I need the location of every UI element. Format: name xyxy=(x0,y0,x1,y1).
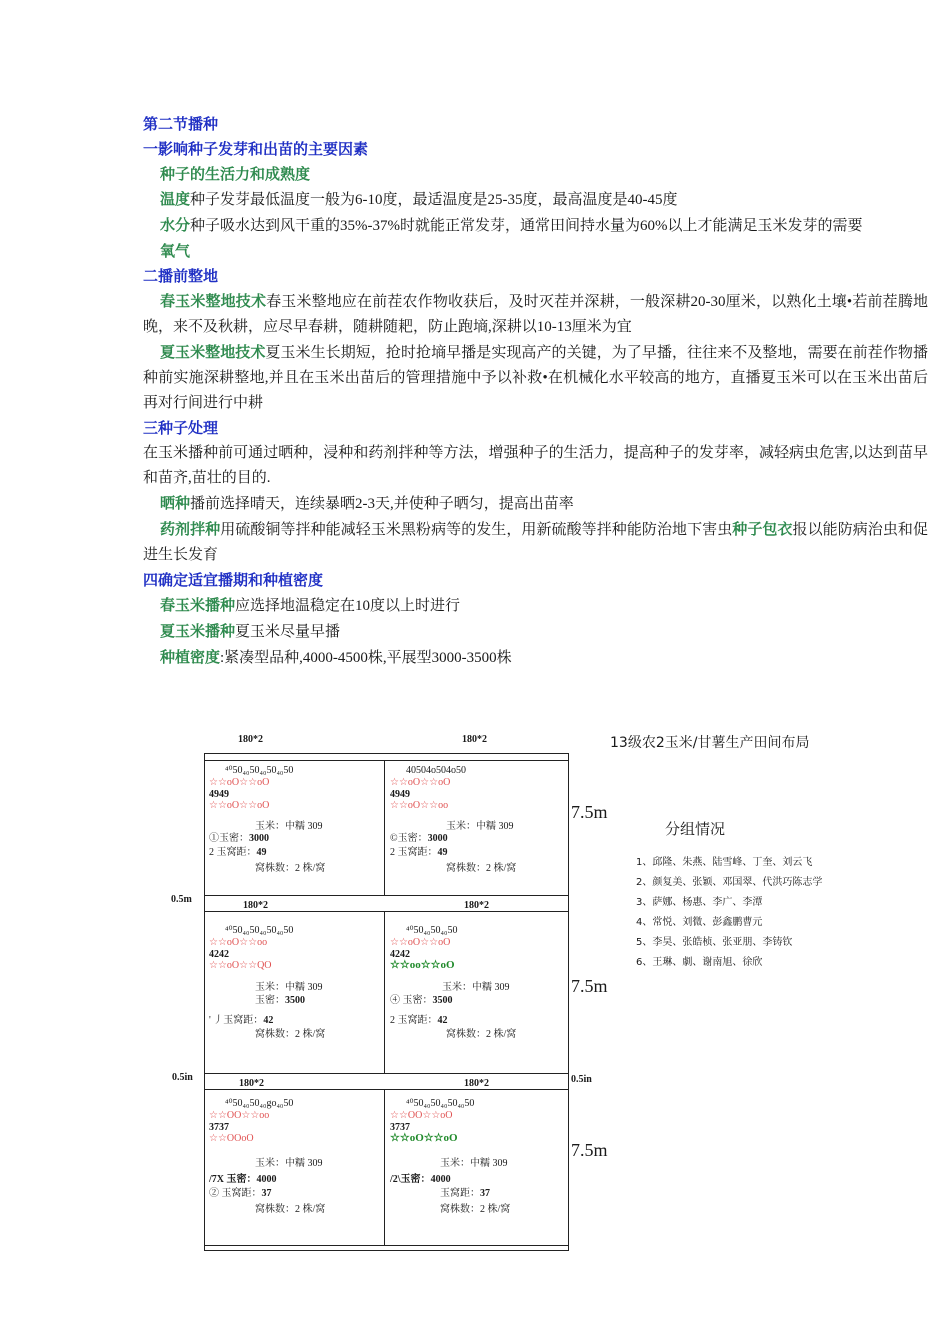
group-item: 3、萨娜、杨惠、李广、李潭 xyxy=(636,897,763,908)
plot-number: 4242 xyxy=(390,949,410,960)
plot-density-value: 4000 xyxy=(430,1174,451,1185)
group-item: 1、邱隆、朱燕、陆雪峰、丁奎、刘云飞 xyxy=(636,857,813,868)
grid-line xyxy=(204,1250,569,1251)
group-title: 分组情况 xyxy=(665,820,726,838)
grid-line xyxy=(204,753,569,754)
plot-plants-per-hole: 窝株数：2 株/窝 xyxy=(255,1204,326,1215)
label-seed-coat: 种子包衣 xyxy=(732,520,793,538)
plot-corn-variety: 玉米：中糯 309 xyxy=(255,1158,323,1169)
plot-number: 3737 xyxy=(390,1122,410,1133)
para-chemical xyxy=(143,517,928,568)
text-water: 种子吸水达到风干重的35%-37%时就能正常发芽，通常田间持水量为60%以上才能满足玉米发芽的需要 xyxy=(190,218,863,234)
plot-density-row xyxy=(390,994,453,1007)
plot-distance-label: 2 玉窝距： xyxy=(209,847,257,858)
plot-stars-row: ☆☆oO☆☆oO xyxy=(209,800,270,811)
plot-pattern: ⁴⁰50₄₀50₄₀go₄₀50 xyxy=(225,1098,294,1109)
plot-distance-value: 42 xyxy=(263,1015,274,1026)
label-chemical: 药剂拌种 xyxy=(160,520,221,538)
plot-density-value: 3500 xyxy=(432,995,453,1006)
plot-distance-label: 2 玉窝距： xyxy=(390,1015,438,1026)
dim-length-2: 7.5m xyxy=(571,976,608,996)
plot-distance-value: 49 xyxy=(437,847,448,858)
text-density: :紧凑型品种,4000-4500株,平展型3000-3500株 xyxy=(220,650,512,666)
text-spring-sowing: 应选择地温稳定在10度以上时进行 xyxy=(235,598,461,614)
plot-distance-label: ② 玉窝距： xyxy=(209,1188,262,1199)
plot-distance-row xyxy=(209,846,267,859)
label-summer-tillage: 夏玉米整地技术 xyxy=(160,343,266,361)
grid-line xyxy=(204,1073,569,1074)
para-summer-sowing xyxy=(143,619,928,645)
grid-line xyxy=(204,760,569,761)
grid-line xyxy=(384,760,385,895)
plot-3 xyxy=(209,924,379,1064)
text-section xyxy=(143,112,928,671)
plot-number: 4949 xyxy=(209,789,229,800)
plot-2 xyxy=(390,764,560,892)
dim-length-1: 7.5m xyxy=(571,802,608,822)
section-title: 第二节播种 xyxy=(143,115,219,133)
plot-plants-per-hole: 窝株数：2 株/窝 xyxy=(255,1029,326,1040)
plot-number: 4949 xyxy=(390,789,410,800)
dim-col-mid-right: 180*2 xyxy=(464,900,489,911)
plot-distance-value: 37 xyxy=(261,1188,272,1199)
heading-seed-treatment: 三种子处理 xyxy=(143,419,219,437)
para-spring-tillage xyxy=(143,289,928,340)
heading-sowing: 四确定适宜播期和种植密度 xyxy=(143,571,324,589)
plot-1 xyxy=(209,764,379,892)
plot-number: 3737 xyxy=(209,1122,229,1133)
text-spring-tillage: 春玉米整地应在前茬农作物收获后，及时灭茬并深耕，一般深耕20-30厘米，以熟化土壤•若前茬腾地晚，来不及秋耕，应尽早春耕，随耕随耙，防止跑墒,深耕以10-13厘米为宜 xyxy=(143,294,928,335)
text-summer-sowing: 夏玉米尽量早播 xyxy=(235,624,341,640)
para-seed-intro: 在玉米播种前可通过晒种，浸种和药剂拌种等方法，增强种子的生活力，提高种子的发芽率，减轻病虫危害,以达到苗早和苗齐,苗壮的目的. xyxy=(143,445,928,486)
plot-pattern: ⁴⁰50₄₀50₄₀50₄₀50 xyxy=(225,765,294,776)
grid-line xyxy=(204,895,569,896)
field-layout-diagram xyxy=(0,720,950,1280)
plot-stars-row: ☆☆OOoO xyxy=(209,1133,254,1144)
plot-distance-row xyxy=(390,846,448,859)
para-temperature xyxy=(143,187,928,213)
plot-distance-label: ' 丿玉窝距： xyxy=(209,1015,264,1026)
dim-gap-left-1: 0.5m xyxy=(171,894,192,905)
plot-pattern: ⁴⁰50₄₀50₄₀50₄₀50 xyxy=(406,1098,475,1109)
dim-col-top-right: 180*2 xyxy=(462,734,487,745)
label-density: 种植密度 xyxy=(160,648,221,666)
label-oxygen: 氧气 xyxy=(160,242,191,260)
grid-line xyxy=(384,1089,385,1245)
dim-col-mid-left: 180*2 xyxy=(243,900,268,911)
dim-gap-right-2: 0.5in xyxy=(571,1074,592,1085)
plot-density-row xyxy=(390,832,448,845)
para-density xyxy=(143,645,928,671)
plot-density-label: ①玉密： xyxy=(209,833,249,844)
plot-stars-row: ☆☆oO☆☆oO xyxy=(209,777,270,788)
para-water xyxy=(143,213,928,239)
plot-pattern: ⁴⁰50₄₀50₄₀50₄₀50 xyxy=(225,925,294,936)
para-spring-sowing xyxy=(143,593,928,619)
plot-density-label: ④ 玉密： xyxy=(390,995,433,1006)
plot-stars-row: ☆☆oo☆☆oO xyxy=(390,959,455,971)
plot-corn-variety: 玉米：中糯 309 xyxy=(440,1158,508,1169)
group-list xyxy=(636,853,822,973)
dim-col-bot-left: 180*2 xyxy=(239,1078,264,1089)
plot-plants-per-hole: 窝株数：2 株/窝 xyxy=(446,1029,517,1040)
heading-tillage: 二播前整地 xyxy=(143,267,219,285)
plot-plants-per-hole: 窝株数：2 株/窝 xyxy=(255,863,326,874)
para-sun-drying xyxy=(143,491,928,517)
plot-corn-variety: 玉米：中糯 309 xyxy=(442,982,510,993)
dim-col-top-left: 180*2 xyxy=(238,734,263,745)
plot-stars-row: ☆☆OO☆☆oo xyxy=(209,1110,270,1121)
plot-corn-variety: 玉米：中糯 309 xyxy=(255,982,323,993)
plot-distance-row xyxy=(440,1187,490,1200)
plot-distance-label: 玉窝距： xyxy=(440,1188,480,1199)
plot-distance-value: 42 xyxy=(437,1015,448,1026)
text-summer-tillage: 夏玉米生长期短，抢时抢墒早播是实现高产的关键，为了早播，往往来不及整地，需要在前茬作物播种前实施深耕整地,并且在玉米出苗后的管理措施中予以补救•在机械化水平较高的地方，直播夏玉米可以在玉米出苗后再对行间进行中耕 xyxy=(143,345,928,411)
plot-density-value: 3500 xyxy=(285,995,305,1006)
para-summer-tillage xyxy=(143,340,928,416)
group-item: 2、颜复美、张颖、邓国翠、代洪巧陈志学 xyxy=(636,877,823,888)
grid-line xyxy=(384,911,385,1073)
plot-distance-row xyxy=(209,1014,273,1027)
label-sun-drying: 晒种 xyxy=(160,494,191,512)
group-item: 4、常悦、刘微、彭鑫鹏曹元 xyxy=(636,917,763,928)
plot-6 xyxy=(390,1097,560,1237)
group-item: 5、李昊、张皓桢、张亚朋、李铸钦 xyxy=(636,937,793,948)
plot-stars-row: ☆☆oO☆☆oO xyxy=(390,1132,458,1144)
label-temperature: 温度 xyxy=(160,190,191,208)
plot-corn-variety: 玉米：中糯 309 xyxy=(255,821,323,832)
plot-5 xyxy=(209,1097,379,1237)
grid-line xyxy=(204,753,205,1250)
plot-distance-value: 49 xyxy=(256,847,267,858)
label-spring-sowing: 春玉米播种 xyxy=(160,596,236,614)
plot-density-label: /7X 玉密： xyxy=(209,1174,257,1185)
plot-distance-label: 2 玉窝距： xyxy=(390,847,438,858)
plot-distance-row xyxy=(209,1187,272,1200)
label-summer-sowing: 夏玉米播种 xyxy=(160,622,236,640)
plot-plants-per-hole: 窝株数：2 株/窝 xyxy=(446,863,517,874)
plot-pattern: ⁴⁰50₄₀50₄₀50 xyxy=(406,925,458,936)
plot-density-row xyxy=(255,994,305,1007)
plot-4 xyxy=(390,924,560,1064)
label-water: 水分 xyxy=(160,216,191,234)
plot-density-label: 玉密： xyxy=(255,995,285,1006)
dim-col-bot-right: 180*2 xyxy=(464,1078,489,1089)
grid-line xyxy=(204,1245,569,1246)
dim-gap-left-2: 0.5in xyxy=(172,1072,193,1083)
plot-density-label: ©玉密： xyxy=(390,833,428,844)
plot-stars-row: ☆☆oO☆☆oo xyxy=(390,800,449,811)
plot-density-value: 4000 xyxy=(256,1174,277,1185)
diagram-title: 13级农2玉米/甘薯生产田间布局 xyxy=(610,735,810,751)
plot-stars-row: ☆☆oO☆☆oO xyxy=(390,777,451,788)
plot-stars-row: ☆☆oO☆☆QO xyxy=(209,960,272,971)
dim-length-3: 7.5m xyxy=(571,1140,608,1160)
plot-stars-row: ☆☆oO☆☆oO xyxy=(390,937,451,948)
grid-line xyxy=(568,753,569,1250)
group-item: 6、王琳、劇、谢南旭、徐欣 xyxy=(636,957,763,968)
heading-factors: 一影响种子发芽和出苗的主要因素 xyxy=(143,140,369,158)
plot-density-value: 3000 xyxy=(249,833,269,844)
subheading-vitality: 种子的生活力和成熟度 xyxy=(160,165,311,183)
text-sun-drying: 播前选择晴天，连续暴晒2-3天,并使种子晒匀，提高出苗率 xyxy=(190,496,574,512)
plot-plants-per-hole: 窝株数：2 株/窝 xyxy=(440,1204,511,1215)
plot-stars-row: ☆☆oO☆☆oo xyxy=(209,937,268,948)
plot-density-row xyxy=(390,1173,451,1186)
plot-density-label: /2\玉密： xyxy=(390,1174,431,1185)
plot-distance-row xyxy=(390,1014,448,1027)
text-chemical-2: 报以能防病治虫和促进生长发育 xyxy=(143,522,928,563)
plot-density-row xyxy=(209,1173,277,1186)
text-temperature: 种子发芽最低温度一般为6-10度，最适温度是25-35度，最高温度是40-45度 xyxy=(190,192,678,208)
plot-density-row xyxy=(209,832,269,845)
plot-number: 4242 xyxy=(209,949,229,960)
plot-distance-value: 37 xyxy=(480,1188,490,1199)
plot-corn-variety: 玉米：中糯 309 xyxy=(446,821,514,832)
plot-stars-row: ☆☆OO☆☆oO xyxy=(390,1110,453,1121)
label-spring-tillage: 春玉米整地技术 xyxy=(160,292,267,310)
plot-density-value: 3000 xyxy=(427,833,448,844)
plot-pattern: 40504o504o50 xyxy=(406,765,466,776)
text-chemical-1: 用硫酸铜等拌种能减轻玉米黑粉病等的发生，用新硫酸等拌种能防治地下害虫 xyxy=(220,522,733,538)
